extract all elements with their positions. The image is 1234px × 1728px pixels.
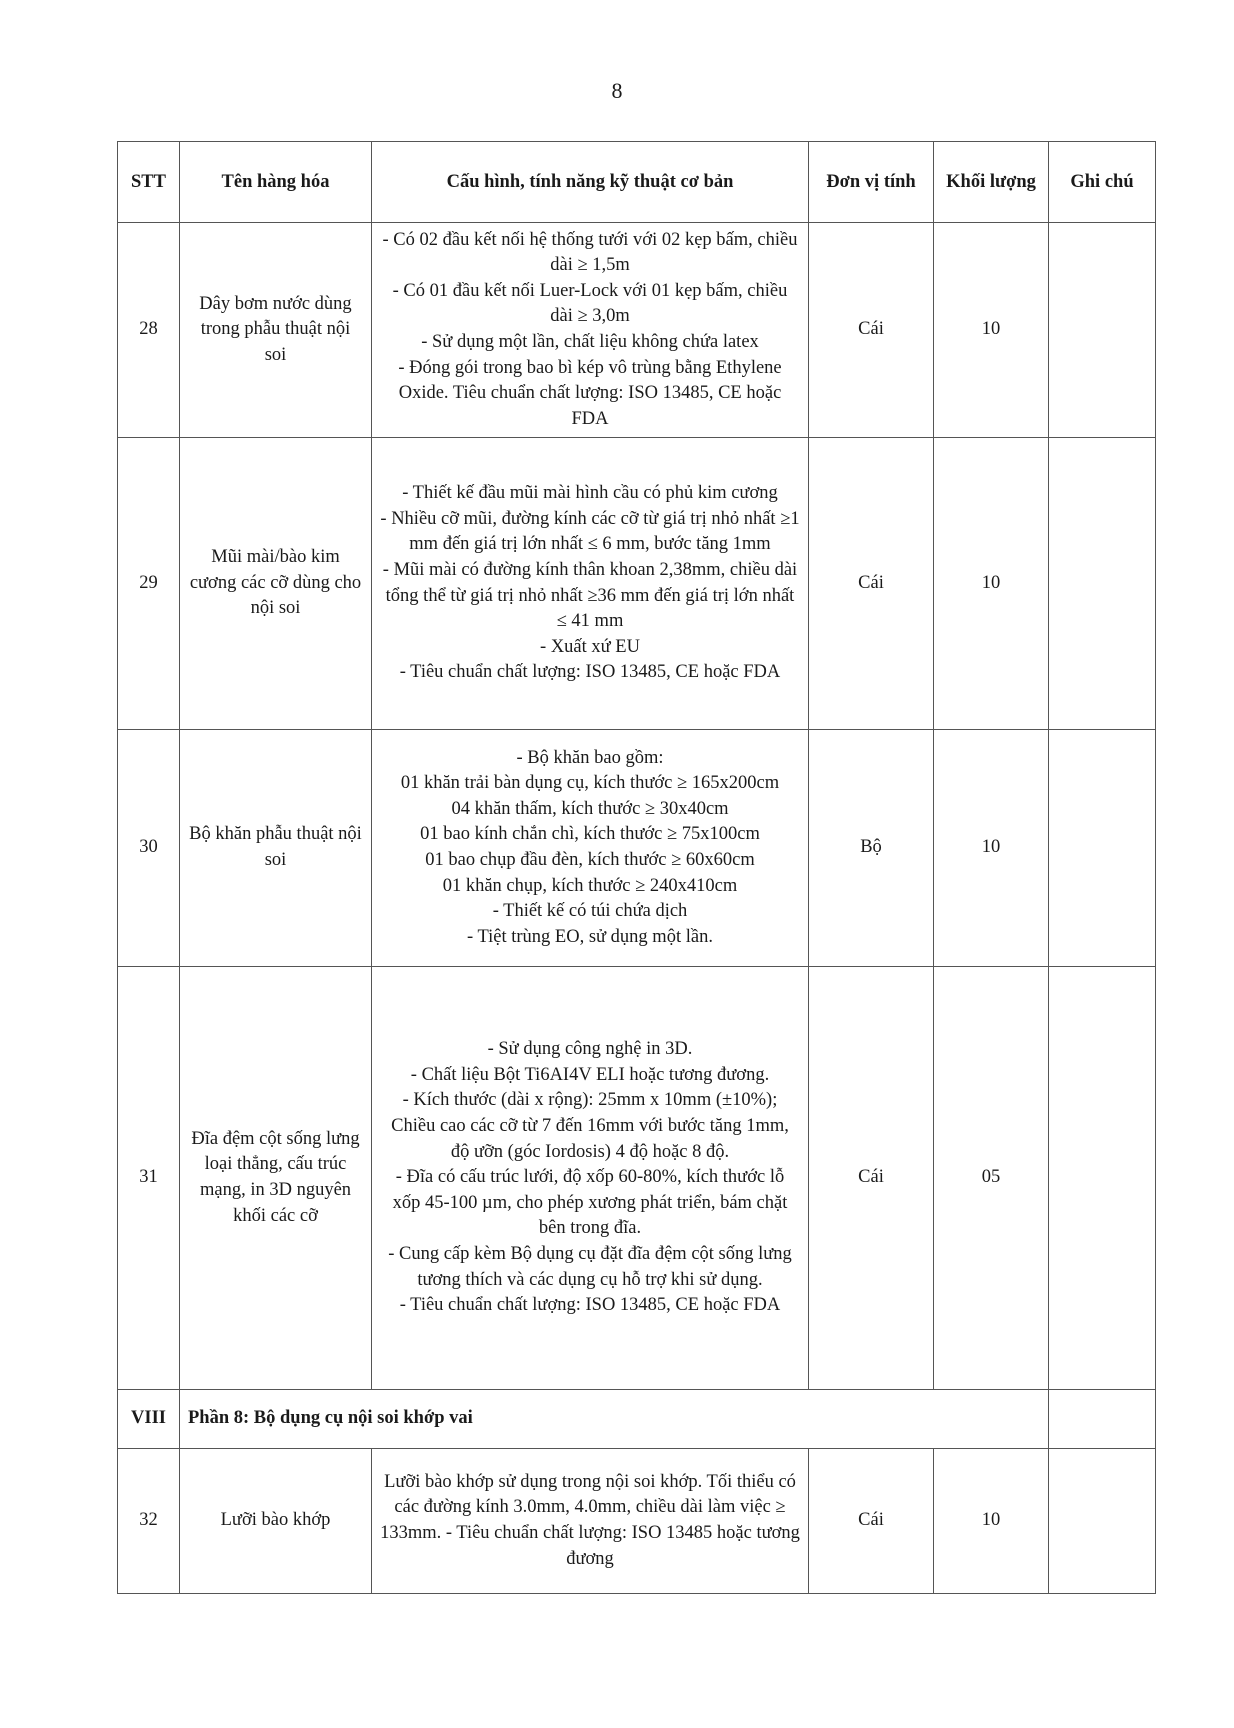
spec-line: - Bộ khăn bao gồm: <box>516 747 664 768</box>
spec-line: - Nhiều cỡ mũi, đường kính các cỡ từ giá trị nhỏ nhất ≥1 mm đến giá trị lớn nhất ≤ 6 mm, bước tăng 1mm <box>380 508 800 555</box>
cell-spec <box>372 438 809 730</box>
spec-line: 01 bao kính chắn chì, kích thước ≥ 75x100cm <box>420 824 760 845</box>
header-spec: Cấu hình, tính năng kỹ thuật cơ bản <box>372 142 809 223</box>
header-stt: STT <box>118 142 180 223</box>
cell-note <box>1049 438 1156 730</box>
spec-line: 01 bao chụp đầu đèn, kích thước ≥ 60x60cm <box>425 850 755 870</box>
cell-qty: 10 <box>934 223 1049 438</box>
cell-unit: Cái <box>809 223 934 438</box>
spec-line: - Có 02 đầu kết nối hệ thống tưới với 02 kẹp bấm, chiều dài ≥ 1,5m <box>382 229 798 276</box>
cell-note <box>1049 967 1156 1390</box>
spec-line: - Cung cấp kèm Bộ dụng cụ đặt đĩa đệm cột sống lưng tương thích và các dụng cụ hỗ trợ khi sử dụng. <box>388 1243 792 1290</box>
spec-line: - Đĩa có cấu trúc lưới, độ xốp 60-80%, kích thước lỗ xốp 45-100 µm, cho phép xương phát triển, bám chặt bên trong đĩa. <box>392 1167 788 1239</box>
cell-note <box>1049 1390 1156 1449</box>
header-qty: Khối lượng <box>934 142 1049 223</box>
spec-line: - Xuất xứ EU <box>540 636 640 657</box>
cell-stt: 29 <box>118 438 180 730</box>
spec-line: - Tiệt trùng EO, sử dụng một lần. <box>467 926 713 947</box>
cell-stt: 32 <box>118 1449 180 1594</box>
cell-unit: Cái <box>809 967 934 1390</box>
section-title: Phần 8: Bộ dụng cụ nội soi khớp vai <box>180 1390 1049 1449</box>
cell-qty: 10 <box>934 730 1049 967</box>
table-row <box>118 967 1156 1390</box>
table-row <box>118 438 1156 730</box>
table-row <box>118 730 1156 967</box>
table-header-row <box>118 142 1156 223</box>
spec-line: Lưỡi bào khớp sử dụng trong nội soi khớp. Tối thiểu có các đường kính 3.0mm, 4.0mm, chiều dài làm việc ≥ 133mm. - Tiêu chuẩn chất lượng: ISO 13485 hoặc tương đương <box>380 1471 800 1569</box>
spec-line: - Tiêu chuẩn chất lượng: ISO 13485, CE hoặc FDA <box>399 1295 781 1316</box>
spec-line: - Tiêu chuẩn chất lượng: ISO 13485, CE hoặc FDA <box>399 662 781 683</box>
cell-qty: 10 <box>934 1449 1049 1594</box>
cell-stt: 30 <box>118 730 180 967</box>
cell-note <box>1049 1449 1156 1594</box>
spec-line: - Đóng gói trong bao bì kép vô trùng bằng Ethylene Oxide. Tiêu chuẩn chất lượng: ISO 13485, CE hoặc FDA <box>398 357 782 429</box>
section-number: VIII <box>118 1390 180 1449</box>
spec-line: - Thiết kế có túi chứa dịch <box>492 901 688 922</box>
cell-name: Lưỡi bào khớp <box>180 1449 372 1594</box>
table-row <box>118 223 1156 438</box>
spec-line: - Có 01 đầu kết nối Luer-Lock với 01 kẹp bấm, chiều dài ≥ 3,0m <box>392 280 788 327</box>
table-row <box>118 1449 1156 1594</box>
cell-unit: Cái <box>809 1449 934 1594</box>
cell-name: Dây bơm nước dùng trong phẫu thuật nội soi <box>180 223 372 438</box>
cell-spec <box>372 730 809 967</box>
cell-qty: 05 <box>934 967 1049 1390</box>
cell-qty: 10 <box>934 438 1049 730</box>
cell-unit: Cái <box>809 438 934 730</box>
spec-line: - Kích thước (dài x rộng): 25mm x 10mm (±10%); Chiều cao các cỡ từ 7 đến 16mm với bước tăng 1mm, độ ưỡn (góc Iordosis) 4 độ hoặc 8 độ. <box>391 1090 789 1162</box>
cell-unit: Bộ <box>809 730 934 967</box>
cell-name: Mũi mài/bào kim cương các cỡ dùng cho nội soi <box>180 438 372 730</box>
equipment-spec-table <box>117 141 1156 1594</box>
spec-line: - Chất liệu Bột Ti6AI4V ELI hoặc tương đương. <box>410 1064 770 1085</box>
cell-spec <box>372 223 809 438</box>
cell-name: Đĩa đệm cột sống lưng loại thẳng, cấu trúc mạng, in 3D nguyên khối các cỡ <box>180 967 372 1390</box>
spec-line: - Mũi mài có đường kính thân khoan 2,38mm, chiều dài tổng thể từ giá trị nhỏ nhất ≥36 mm đến giá trị lớn nhất ≤ 41 mm <box>382 559 798 632</box>
cell-stt: 31 <box>118 967 180 1390</box>
cell-name: Bộ khăn phẫu thuật nội soi <box>180 730 372 967</box>
spec-line: 01 khăn chụp, kích thước ≥ 240x410cm <box>442 875 738 896</box>
page-number: 8 <box>611 78 623 103</box>
header-unit: Đơn vị tính <box>809 142 934 223</box>
cell-stt: 28 <box>118 223 180 438</box>
cell-spec <box>372 967 809 1390</box>
cell-spec <box>372 1449 809 1594</box>
spec-line: 04 khăn thấm, kích thước ≥ 30x40cm <box>451 798 729 819</box>
spec-line: - Thiết kế đầu mũi mài hình cầu có phủ kim cương <box>402 483 778 504</box>
cell-note <box>1049 223 1156 438</box>
cell-note <box>1049 730 1156 967</box>
header-name: Tên hàng hóa <box>180 142 372 223</box>
spec-line: - Sử dụng công nghệ in 3D. <box>487 1039 693 1060</box>
spec-line: 01 khăn trải bàn dụng cụ, kích thước ≥ 165x200cm <box>400 773 780 794</box>
spec-line: - Sử dụng một lần, chất liệu không chứa latex <box>421 332 759 352</box>
header-note: Ghi chú <box>1049 142 1156 223</box>
section-row <box>118 1390 1156 1449</box>
